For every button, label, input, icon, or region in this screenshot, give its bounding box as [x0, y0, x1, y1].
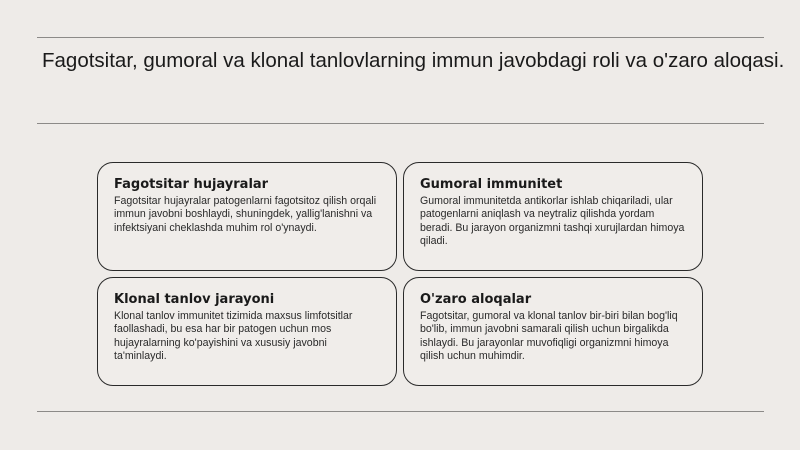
bottom-divider	[37, 411, 764, 412]
page-title: Fagotsitar, gumoral va klonal tanlovlarning immun javobdagi roli va o'zaro aloqasi.	[42, 49, 785, 72]
card-ozaro-aloqalar	[403, 277, 703, 386]
card-text: Fagotsitar, gumoral va klonal tanlov bir-biri bilan bog'liq bo'lib, immun javobni samarali qilish uchun birgalikda ishlaydi. Bu jarayonlar muvofiqligi organizmni himoya qilish uchun muhimdir.	[420, 310, 678, 363]
card-text: Klonal tanlov immunitet tizimida maxsus limfotsitlar faollashadi, bu esa har bir patogen uchun mos hujayralarning ko'payishini va xususiy javobni ta'minlaydi.	[114, 310, 353, 363]
card-title: O'zaro aloqalar	[420, 292, 532, 307]
card-title: Fagotsitar hujayralar	[114, 177, 269, 192]
card-gumoral-immunitet	[403, 162, 703, 271]
top-divider	[37, 37, 764, 38]
card-title: Gumoral immunitet	[420, 177, 563, 192]
title-divider	[37, 123, 764, 124]
card-fagotsitar-hujayralar	[97, 162, 397, 271]
card-text: Fagotsitar hujayralar patogenlarni fagotsitoz qilish orqali immun javobni boshlaydi, shuningdek, yallig'lanishni va infektsiyani cheklashda muhim rol o'ynaydi.	[114, 195, 377, 234]
card-text: Gumoral immunitetda antikorlar ishlab chiqariladi, ular patogenlarni aniqlash va neytraliz qilishda yordam beradi. Bu jarayon organizmni tashqi xurujlardan himoya qiladi.	[420, 195, 685, 248]
card-title: Klonal tanlov jarayoni	[114, 292, 275, 307]
card-klonal-tanlov-jarayoni	[97, 277, 397, 386]
